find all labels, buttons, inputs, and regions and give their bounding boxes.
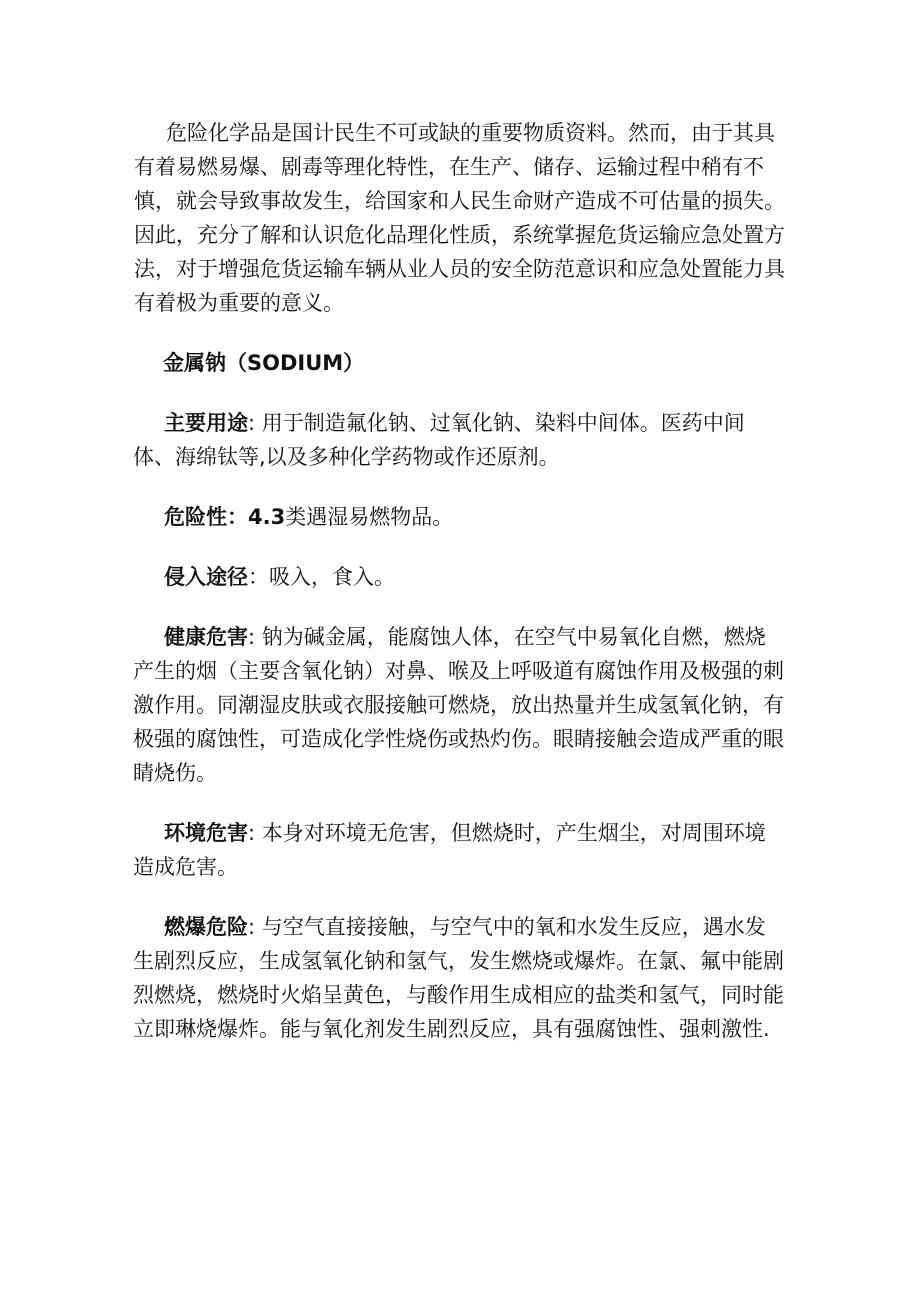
hazard-text: 类遇湿易燃物品。 [285,505,454,529]
route-label: 侵入途径 [164,565,248,589]
health-label: 健康危害 [164,625,248,649]
environment-text: 本身对环境无危害，但燃烧时，产生烟尘，对周围环境造成危害。 [133,821,766,879]
intro-paragraph: 危险化学品是国计民生不可或缺的重要物质资料。然而，由于其具有着易燃易爆、剧毒等理化特性，在生产、储存、运输过程中稍有不慎，就会导致事故发生，给国家和人民生命财产造成不可估量的损失。因此，充分了解和认识危化品理化性质，系统掌握危货运输应急处置方法，对于增强危货运输车辆从业人员的安全防范意识和应急处置能力具有着极为重要的意义。 [134,121,785,315]
environment-separator: : [248,821,256,845]
route-text: 吸入，食入。 [269,565,395,589]
fire-paragraph [133,910,785,1046]
health-paragraph [133,620,785,790]
fire-text: 与空气直接接触，与空气中的氧和水发生反应，遇水发生剧烈反应，生成氢氧化钠和氢气，发生燃烧或爆炸。在氯、氟中能剧烈燃烧，燃烧时火焰呈黄色，与酸作用生成相应的盐类和氢气，同时能立即琳烧爆炸。能与氧化剂发生剧烈反应，具有强腐蚀性、强刺激性. [133,915,784,1041]
main-use-separator: : [248,411,256,435]
main-use-label: 主要用途 [164,411,248,435]
fire-label: 燃爆危险 [164,915,248,939]
main-use-paragraph [133,406,785,474]
route-separator: ： [248,565,269,589]
document-content [133,116,785,1046]
hazard-class-value: 4.3 [248,505,286,529]
health-text: 钠为碱金属，能腐蚀人体，在空气中易氧化自燃，燃烧产生的烟（主要含氧化钠）对鼻、喉及上呼吸道有腐蚀作用及极强的刺激作用。同潮湿皮肤或衣服接触可燃烧，放出热量并生成氢氧化钠，有极强的腐蚀性，可造成化学性烧伤或热灼伤。眼睛接触会造成严重的眼睛烧伤。 [133,625,784,785]
hazard-label: 危险性： [164,505,248,529]
health-separator: : [248,625,256,649]
environment-label: 环境危害 [164,821,248,845]
section-title: 金属钠（SODIUM） [163,351,365,375]
route-paragraph [133,560,785,594]
hazard-paragraph [133,500,785,534]
environment-paragraph [133,816,785,884]
fire-separator: : [248,915,256,939]
main-use-text: 用于制造氟化钠、过氧化钠、染料中间体。医药中间体、海绵钛等,以及多种化学药物或作还原剂。 [133,411,745,469]
